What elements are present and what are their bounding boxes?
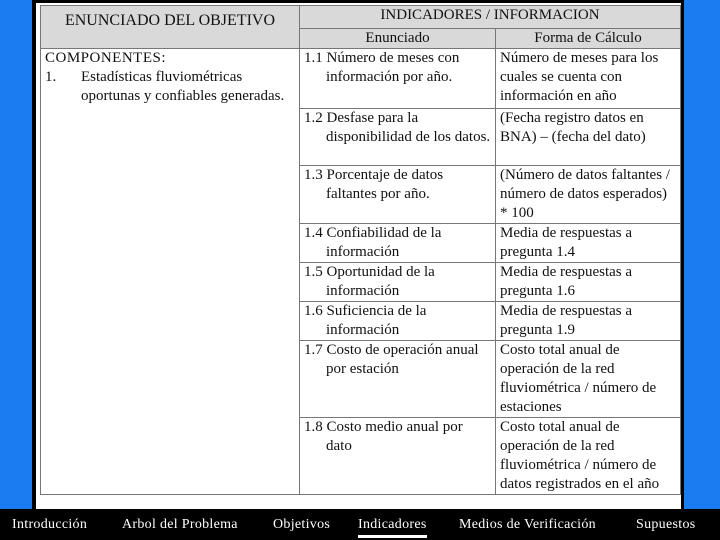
componente-item [45, 68, 295, 106]
indicator-cell [300, 224, 496, 263]
indicator-cell [300, 341, 496, 418]
indicator-cell [300, 109, 496, 166]
col-enunciado: Enunciado [300, 29, 496, 49]
nav-introduccion[interactable]: Introducción [12, 517, 88, 532]
componentes-cell [41, 49, 300, 495]
formula-cell: Media de respuestas a pregunta 1.9 [496, 302, 681, 341]
indicators-table [40, 5, 681, 495]
col-forma-calculo: Forma de Cálculo [496, 29, 681, 49]
nav-objetivos[interactable]: Objetivos [273, 517, 331, 532]
formula-cell: Media de respuestas a pregunta 1.4 [496, 224, 681, 263]
indicator-text: 1.1 Número de meses con información por año. [304, 50, 460, 85]
header-objetivo-cell [41, 6, 300, 49]
formula-cell: Costo total anual de operación de la red fluviométrica / número de estaciones [496, 341, 681, 418]
formula-cell: Media de respuestas a pregunta 1.6 [496, 263, 681, 302]
document-canvas [36, 3, 681, 509]
indicator-text: 1.4 Confiabilidad de la información [304, 225, 442, 260]
nav-arbol-del-problema[interactable]: Arbol del Problema [122, 517, 238, 532]
formula-cell: Costo total anual de operación de la red fluviométrica / número de datos registrados en el año [496, 418, 681, 495]
indicator-text: 1.6 Suficiencia de la información [304, 303, 427, 338]
indicator-cell [300, 302, 496, 341]
header-indicadores-cell [300, 6, 681, 29]
nav-indicadores[interactable]: Indicadores [358, 515, 427, 538]
header-indicadores: INDICADORES / INFORMACION [380, 7, 600, 23]
nav-medios-de-verificacion[interactable]: Medios de Verificación [459, 517, 596, 532]
formula-cell: Número de meses para los cuales se cuenta con información en año [496, 49, 681, 109]
indicator-cell [300, 166, 496, 224]
componentes-label: COMPONENTES: [45, 50, 167, 66]
formula-cell: (Fecha registro datos en BNA) – (fecha del dato) [496, 109, 681, 166]
indicator-cell [300, 418, 496, 495]
componente-text: Estadísticas fluviométricas oportunas y confiables generadas. [81, 69, 285, 104]
nav-supuestos[interactable]: Supuestos [636, 517, 696, 532]
indicator-cell [300, 263, 496, 302]
indicator-text: 1.8 Costo medio anual por dato [304, 419, 463, 454]
indicator-cell [300, 49, 496, 109]
formula-cell: (Número de datos faltantes / número de datos esperados) * 100 [496, 166, 681, 224]
slide-frame [32, 0, 684, 509]
componente-number: 1. [45, 69, 57, 85]
header-objetivo: ENUNCIADO DEL OBJETIVO [64, 12, 276, 29]
indicator-text: 1.3 Porcentaje de datos faltantes por año. [304, 167, 444, 202]
indicator-text: 1.2 Desfase para la disponibilidad de los datos. [304, 110, 491, 145]
indicator-text: 1.7 Costo de operación anual por estación [304, 342, 479, 377]
bottom-nav-bar [0, 509, 720, 540]
indicator-text: 1.5 Oportunidad de la información [304, 264, 435, 299]
